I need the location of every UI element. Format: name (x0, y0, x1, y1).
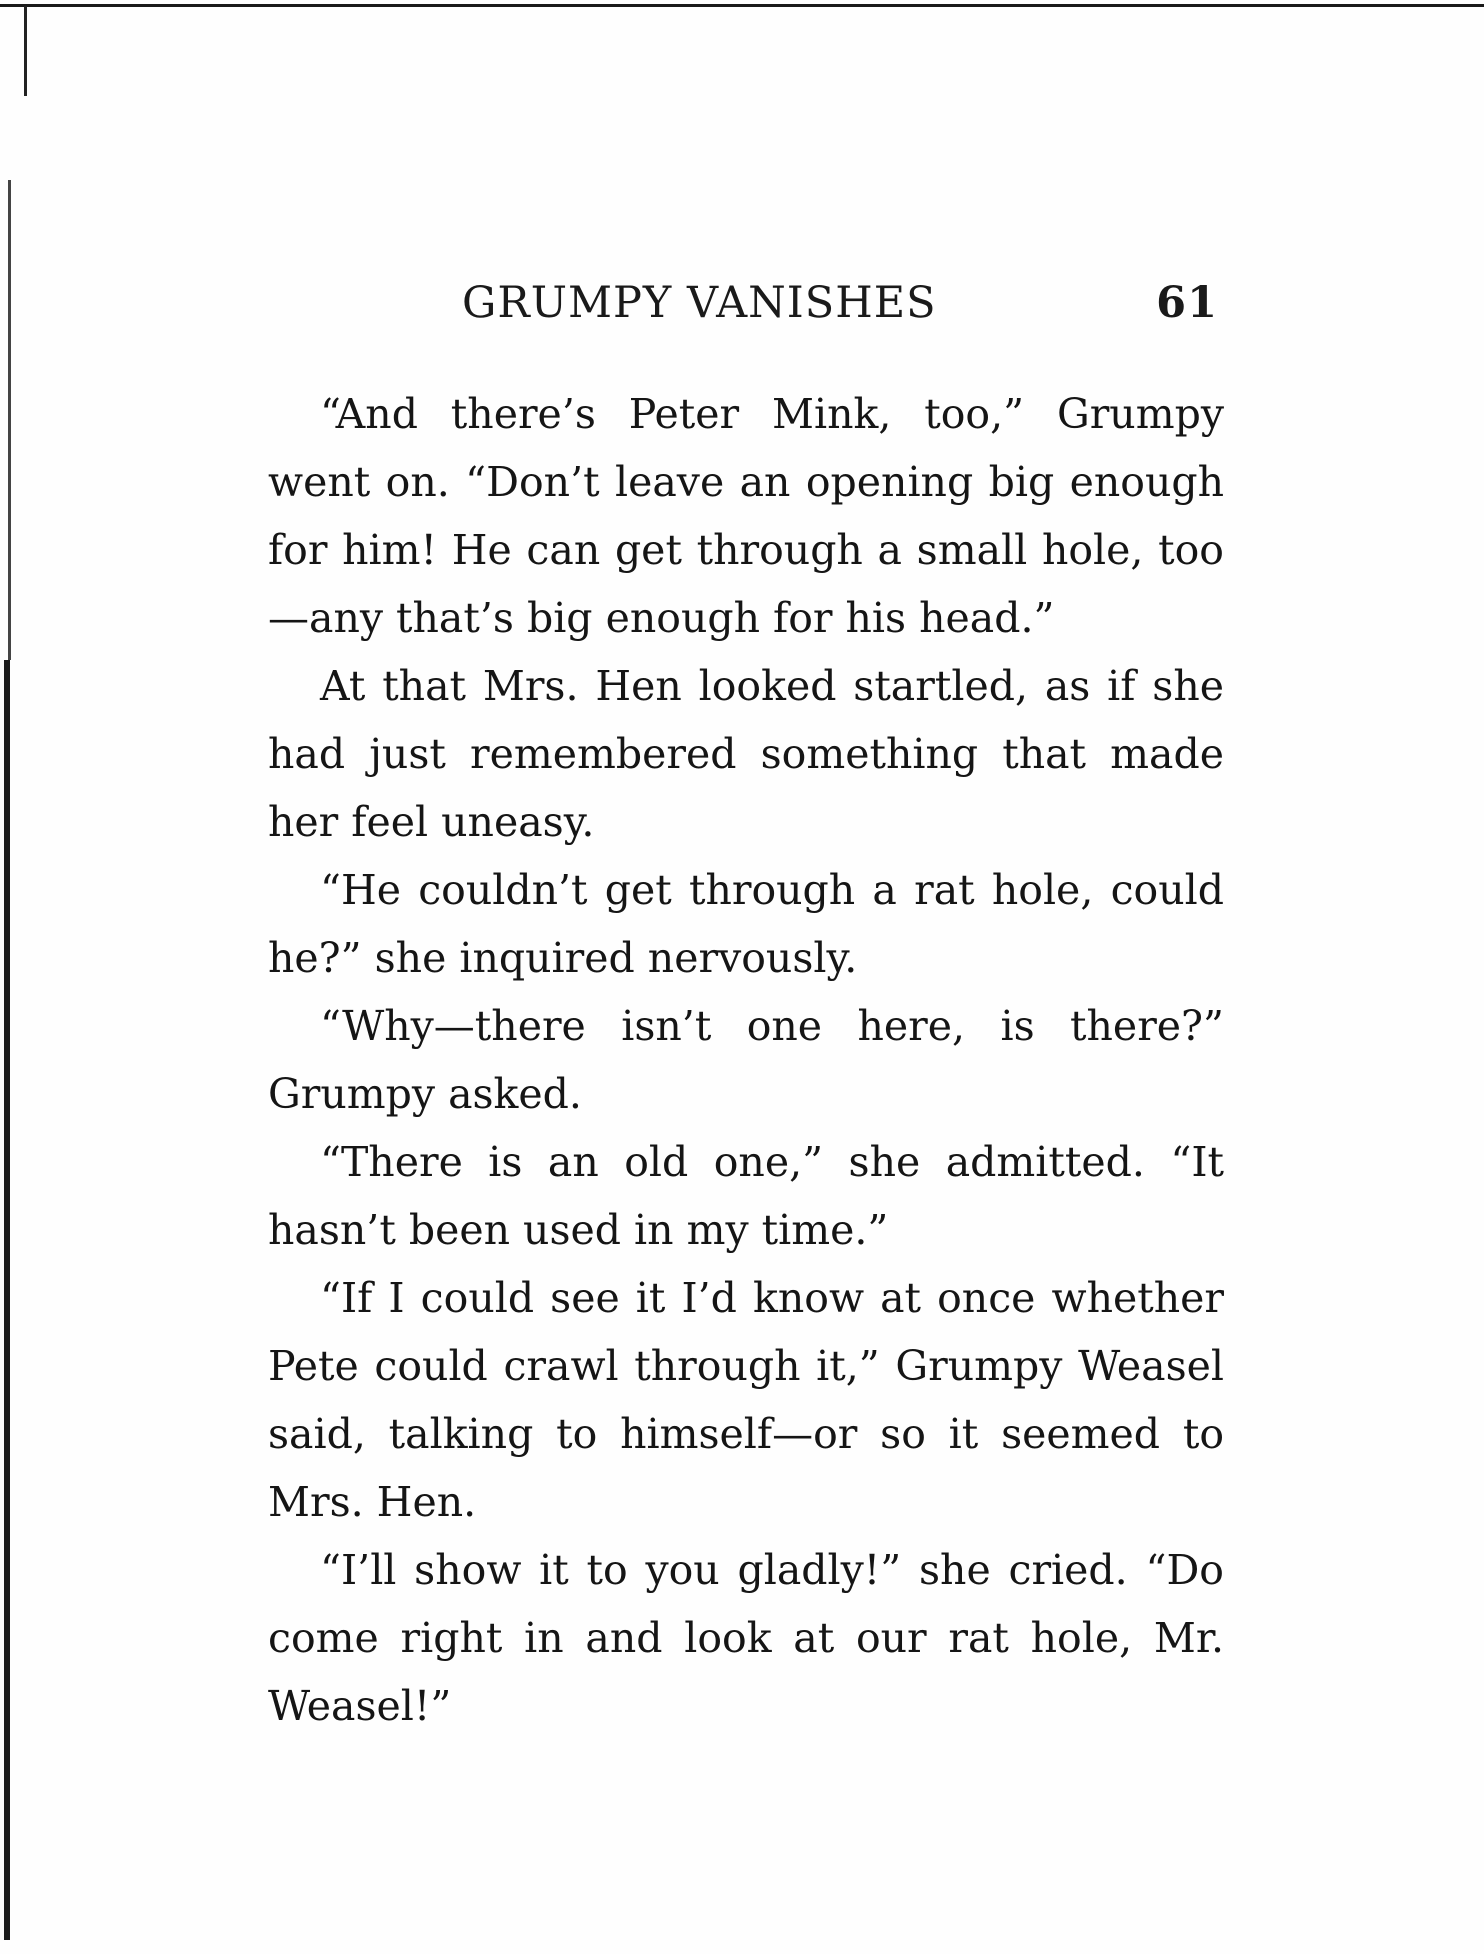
running-title: GRUMPY VANISHES (462, 278, 937, 328)
binding-edge-mark (24, 6, 27, 96)
binding-edge-mark (4, 660, 10, 1940)
paragraph: “I’ll show it to you gladly!” she cried. “Do come right in and look at our rat hole, Mr. Weasel!” (268, 1546, 1224, 1730)
paragraph: At that Mrs. Hen looked startled, as if she had just remembered something that made her feel uneasy. (268, 662, 1224, 846)
page-number: 61 (1156, 278, 1218, 328)
page-top-edge (0, 4, 1484, 7)
paragraph: “And there’s Peter Mink, too,” Grumpy went on. “Don’t leave an opening big enough for him! He can get through a small hole, too—any that’s big enough for his head.” (268, 390, 1224, 642)
binding-edge-mark (8, 180, 11, 660)
page-header (268, 278, 1224, 338)
paragraph: “Why—there isn’t one here, is there?” Grumpy asked. (268, 1002, 1224, 1118)
paragraph: “If I could see it I’d know at once whether Pete could crawl through it,” Grumpy Weasel said, talking to himself—or so it seemed to Mrs. Hen. (268, 1274, 1224, 1526)
paragraph: “There is an old one,” she admitted. “It hasn’t been used in my time.” (268, 1138, 1224, 1254)
body-text (268, 380, 1224, 1740)
paragraph: “He couldn’t get through a rat hole, could he?” she inquired nervously. (268, 866, 1224, 982)
